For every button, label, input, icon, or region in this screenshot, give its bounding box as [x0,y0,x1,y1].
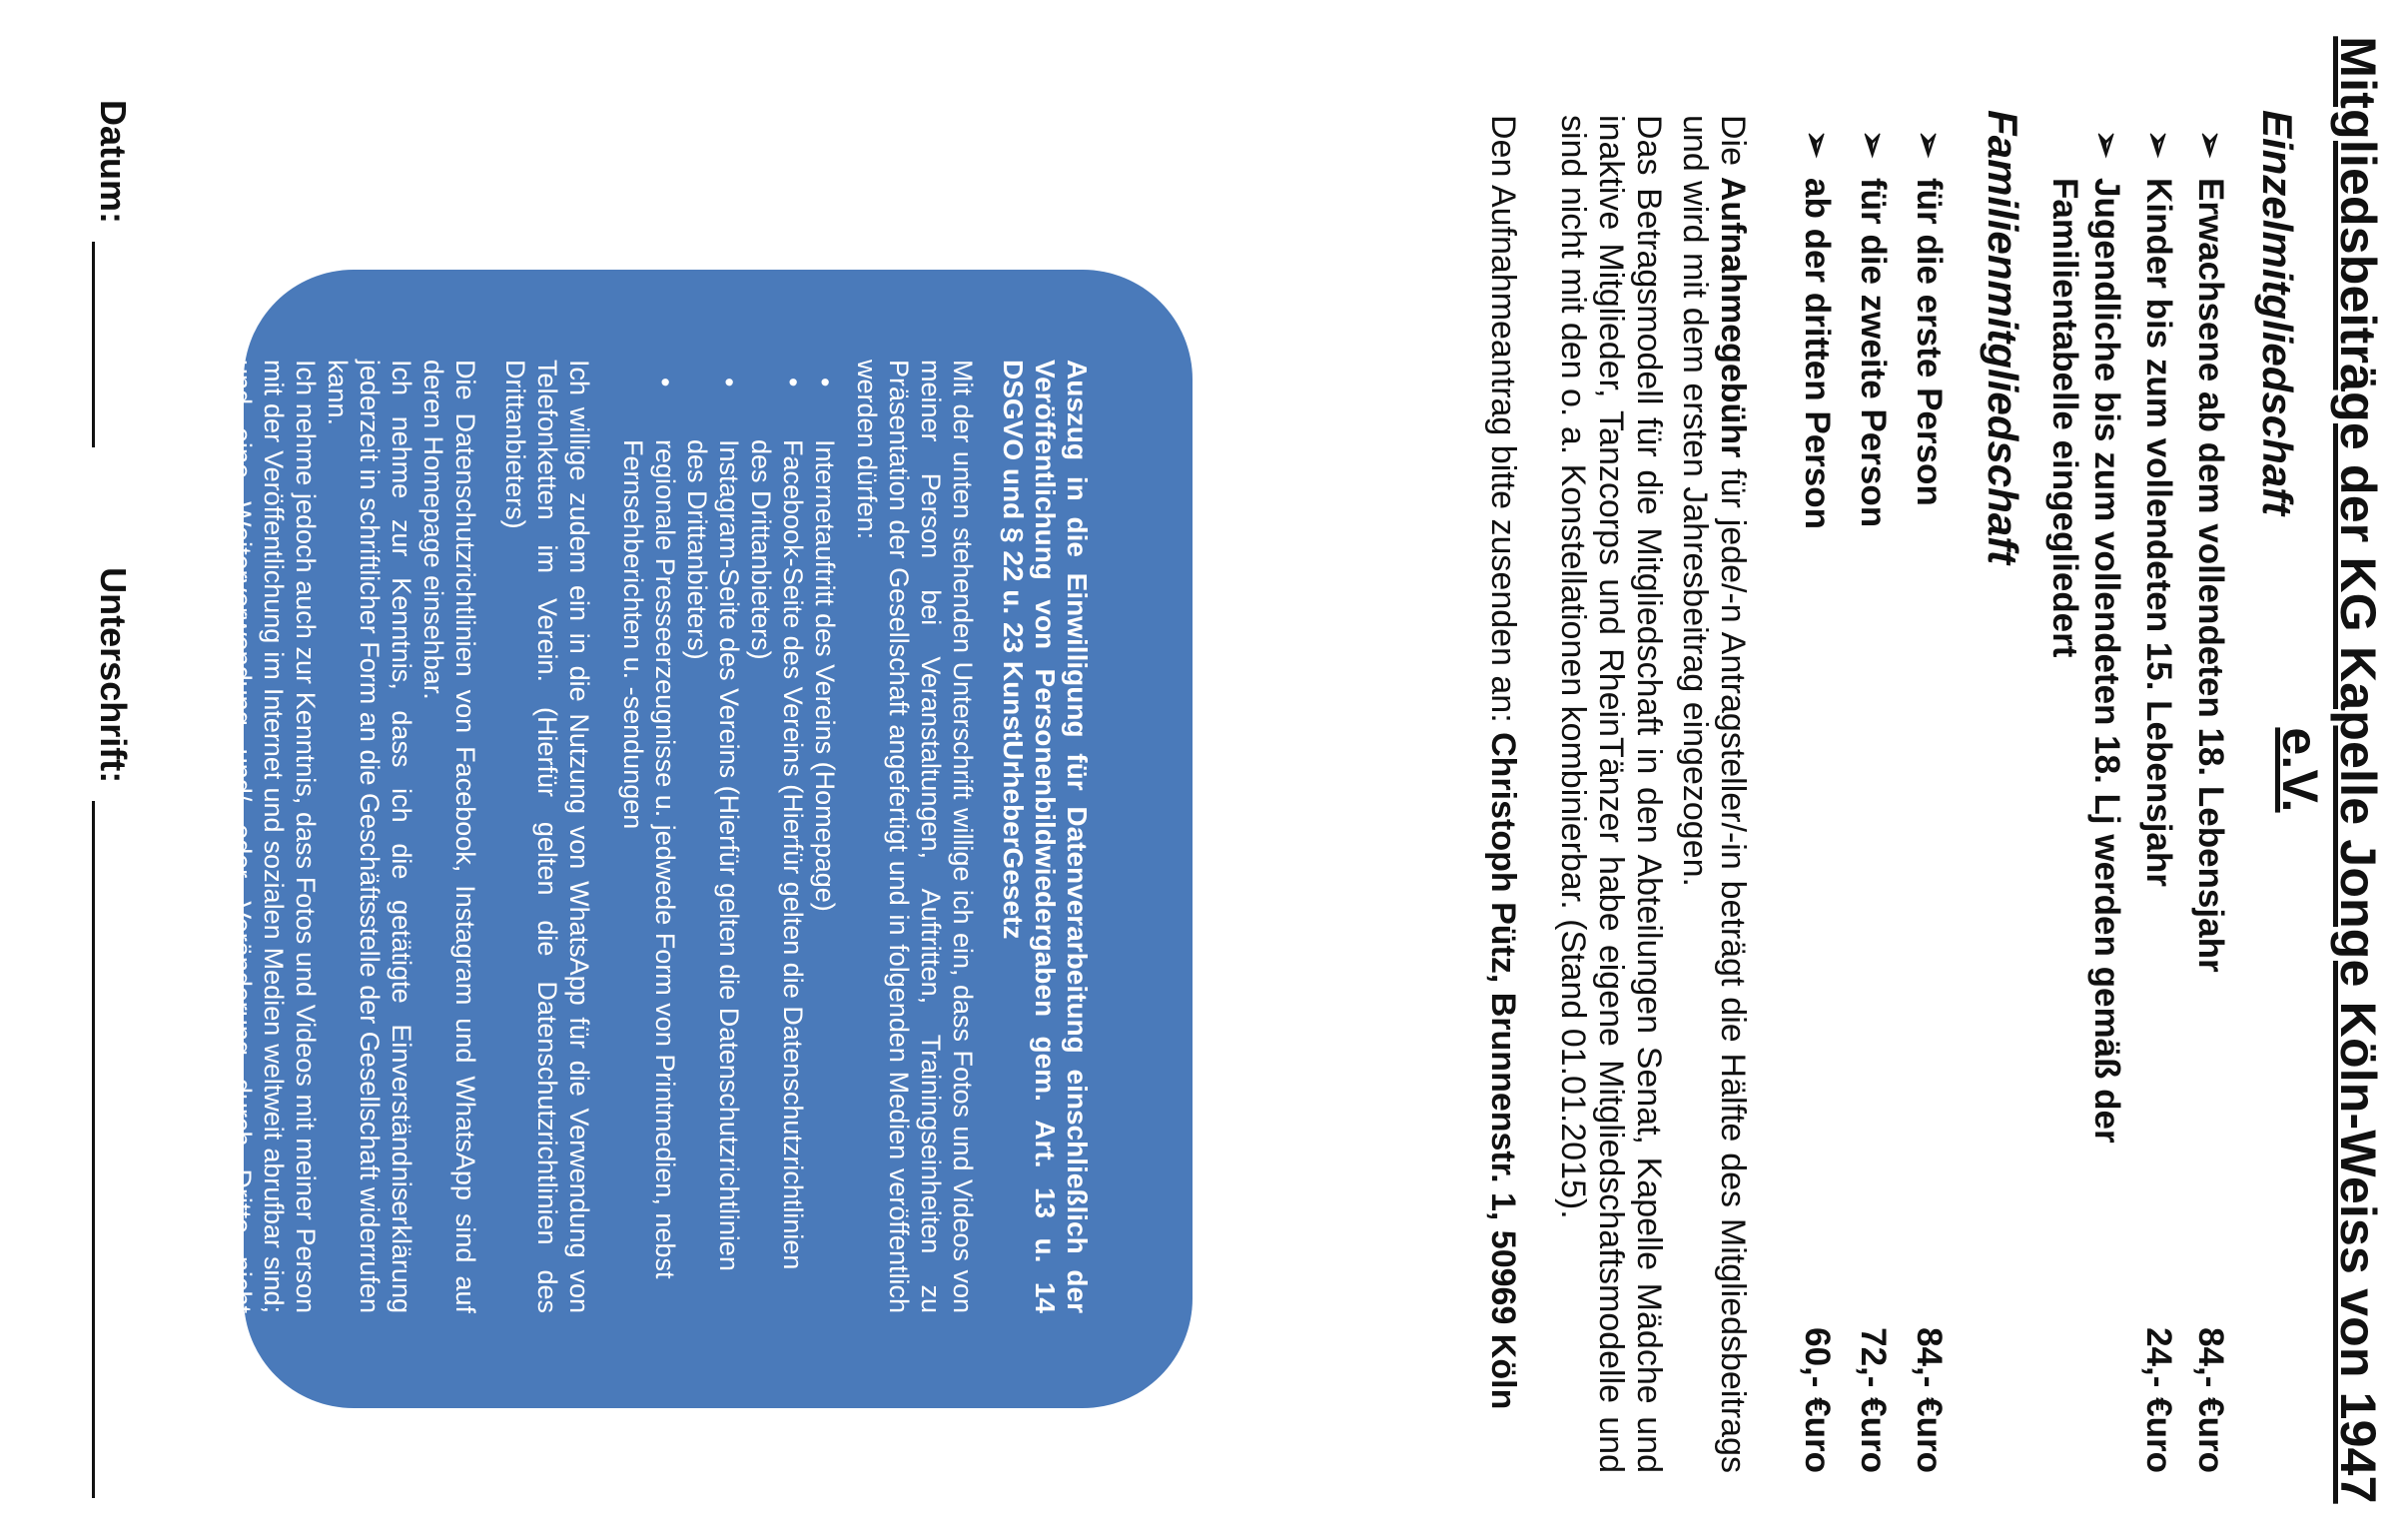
list-item [681,360,745,1313]
bullet-text: regionale Presseerzeugnisse u. jedwede Form von Printmedien, nebst Fernsehberichten u. -sendungen [618,439,680,1279]
checkmark-arrow-icon: ➢ [1798,130,1836,159]
list-item [745,360,809,1313]
consent-whatsapp: Ich willige zudem ein in die Nutzung von WhatsApp für die Verwendung von Telefonketten im Verein. (Hierfür gelten die Datenschutzrichtlinien des Drittanbieters) [500,360,594,1313]
familie-row [1852,130,1894,1473]
einzel-row-label: Kinder bis zum vollendeten 15. Lebensjahr [2139,178,2178,887]
betragsmodell-paragraph: Das Betragsmodell für die Mitgliedschaft in den Abteilungen Senat, Kapelle Mädche und inaktive Mitglieder, Tanzcorps und RheinTänzer habe eigene Mitgliedschaftsmodelle und sind nicht mit den o. a. Konstellationen kombinierbar. (Stand 01.01.2015). [1554,115,1668,1473]
bullet-icon: • [778,378,808,387]
familie-row-price: 72,- €uro [1854,1327,1893,1473]
familie-row-label: für die erste Person [1910,178,1949,506]
bullet-icon: • [650,378,680,387]
checkmark-arrow-icon: ➢ [2139,130,2177,159]
page-title: Mitgliedsbeiträge der KG Kapelle Jonge Köln-Weiss von 1947 e.V. [2272,36,2386,1504]
einzel-row-label: Jugendliche bis zum vollendeten 18. Lj werden gemäß der Familientabelle eingegliedert [2045,178,2126,1144]
aufnahme-pre: Die [1714,115,1752,177]
aufnahme-paragraph [1676,115,1752,1473]
consent-box-content [130,360,1093,1313]
aufnahme-post: für jede/-n Antragsteller/-in beträgt die Hälfte des Mitgliedsbeitrags und wird mit dem ersten Jahresbeitrag eingezogen. [1676,115,1752,1473]
consent-box [131,270,1193,1408]
familie-row-label: ab der dritten Person [1798,178,1837,530]
list-item [617,360,681,1313]
bullet-text: Facebook-Seite des Vereins (Hierfür gelten die Datenschutzrichtlinien des Drittanbieters) [746,439,808,1270]
bullet-text: Internetauftritt des Vereins (Homepage) [810,439,840,912]
checkmark-arrow-icon: ➢ [2191,130,2229,159]
checkmark-arrow-icon: ➢ [1854,130,1892,159]
zusenden-text: Den Aufnahmeantrag bitte zusenden an: [1484,115,1522,733]
einzel-row [2137,130,2179,1473]
consent-intro: Mit der unten stehenden Unterschrift willige ich ein, dass Fotos und Videos von meiner Person bei Veranstaltungen, Auftritten, Trainingseinheiten zu Präsentation der Gesellschaft angefertigt und in folgenden Medien veröffentlich werden dürfen: [852,360,978,1313]
checkmark-arrow-icon: ➢ [2087,130,2125,159]
datum-line[interactable] [92,242,131,447]
einzel-row [2189,130,2231,1473]
unterschrift-label: Unterschrift: [93,567,134,784]
familie-heading: Familienmitgliedschaft [1980,110,2026,565]
einzel-row-label: Erwachsene ab dem vollendeten 18. Lebensjahr [2191,178,2230,973]
familie-list [1796,130,1950,1473]
bullet-text: Instagram-Seite des Vereins (Hierfür gelten die Datenschutzrichtlinien des Drittanbieters) [682,439,744,1271]
familie-row [1796,130,1838,1473]
checkmark-arrow-icon: ➢ [1910,130,1948,159]
signature-row [92,100,134,1498]
einzel-heading: Einzelmitgliedschaft [2254,110,2301,516]
consent-widerruf: Ich nehme zur Kenntnis, dass ich die getätigte Einverständniserklärung jederzeit in schriftlicher Form an die Geschäftsstelle der Gesellschaft widerrufen kann. [323,360,416,1313]
zusenden-line [1484,115,1522,1493]
consent-bullet-list [617,360,841,1313]
einzel-row-price: 84,- €uro [2191,1327,2230,1473]
familie-row-price: 60,- €uro [1798,1327,1837,1473]
bullet-icon: • [714,378,744,387]
datum-label: Datum: [93,100,134,224]
einzel-row [2043,130,2127,1473]
bullet-icon: • [810,378,840,387]
familie-row-label: für die zweite Person [1854,178,1893,528]
consent-richtlinien: Die Datenschutzrichtlinien von Facebook, Instagram und WhatsApp sind auf deren Homepage einsehbar. [418,360,480,1313]
consent-kenntnis: Ich nehme jedoch auch zur Kenntnis, dass Fotos und Videos mit meiner Person mit der Veröffentlichung im Internet und sozialen Medien weltweit abrufbar sind; und eine Weiterverwendung und/ oder Veränderung durch Dritte nicht ausgeschlossen werden kann. [195,360,321,1313]
familie-row [1908,130,1950,1473]
zusenden-address: Christoph Pütz, Brunnenstr. 1, 50969 Köln [1484,732,1522,1410]
einzel-list [2043,130,2231,1473]
consent-annahme: Die vollständige Einwilligungserklärung wird mit der Annahmebestätigung zugestellt. [131,360,193,1313]
consent-heading: Auszug in die Einwilligung für Datenverarbeitung einschließlich der Veröffentlichung von Personenbildwiedergaben gem. Art. 13 u. 14 DSGVO und § 22 u. 23 KunstUrheberGesetz [998,360,1093,1313]
familie-row-price: 84,- €uro [1910,1327,1949,1473]
einzel-row-price: 24,- €uro [2139,1327,2178,1473]
unterschrift-line[interactable] [92,801,131,1498]
aufnahme-bold: Aufnahmegebühr [1714,176,1752,458]
list-item [809,360,841,1313]
